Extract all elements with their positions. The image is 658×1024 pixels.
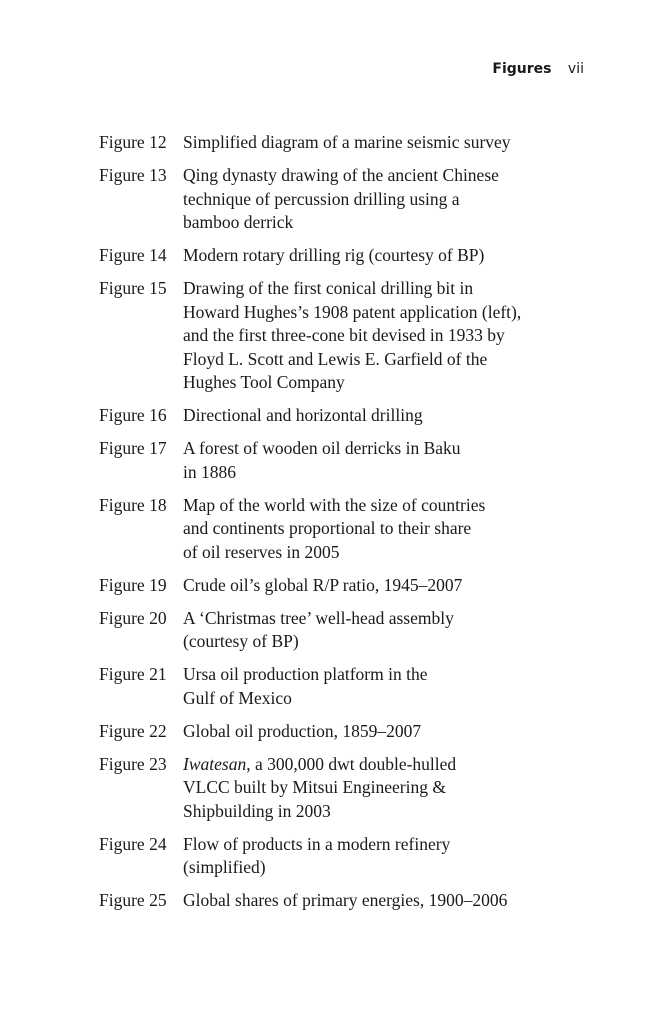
running-head-section: Figures <box>492 61 552 77</box>
figure-label: Figure 17 <box>99 438 167 458</box>
figure-caption: A forest of wooden oil derricks in Baku in 1886 <box>183 438 461 482</box>
figure-label: Figure 19 <box>99 574 167 595</box>
figure-label: Figure 14 <box>99 245 167 265</box>
figure-entry <box>99 753 569 824</box>
figure-caption <box>183 753 569 824</box>
figure-entry <box>99 889 569 913</box>
figure-label: Figure 24 <box>99 833 167 854</box>
figure-caption: Ursa oil production platform in the Gulf of Mexico <box>183 664 428 708</box>
figure-caption: Qing dynasty drawing of the ancient Chinese technique of percussion drilling using a bamboo derrick <box>183 165 499 232</box>
figure-entry <box>99 494 569 565</box>
figure-label: Figure 18 <box>99 494 167 515</box>
figure-entry <box>99 277 569 395</box>
figure-entry <box>99 437 569 484</box>
figure-caption: A ‘Christmas tree’ well-head assembly (courtesy of BP) <box>183 607 454 651</box>
figure-entry <box>99 164 569 235</box>
figure-list <box>99 131 569 922</box>
figure-entry <box>99 404 569 428</box>
figure-entry <box>99 574 569 598</box>
figure-label: Figure 12 <box>99 132 167 152</box>
figure-label: Figure 22 <box>99 720 167 741</box>
figure-caption: Simplified diagram of a marine seismic survey <box>183 132 511 152</box>
figure-caption: Directional and horizontal drilling <box>183 405 423 425</box>
ship-name-italic: Iwatesan <box>183 753 247 774</box>
page-number: vii <box>567 61 584 77</box>
figure-caption: Modern rotary drilling rig (courtesy of BP) <box>183 245 485 265</box>
figure-label: Figure 16 <box>99 405 167 425</box>
figure-label: Figure 20 <box>99 607 167 628</box>
figure-entry <box>99 833 569 880</box>
figure-entry <box>99 131 569 155</box>
figure-caption: Drawing of the first conical drilling bit in Howard Hughes’s 1908 patent application (left), and the first three-cone bit devised in 1933 by Floyd L. Scott and Lewis E. Garfield of the Hughes Tool Company <box>183 278 522 392</box>
figure-label: Figure 25 <box>99 890 167 910</box>
running-head <box>492 59 584 79</box>
figure-caption: Global shares of primary energies, 1900–2006 <box>183 890 508 910</box>
figure-caption: Global oil production, 1859–2007 <box>183 720 422 741</box>
figure-label: Figure 15 <box>99 278 167 298</box>
figure-caption: Crude oil’s global R/P ratio, 1945–2007 <box>183 574 463 595</box>
figure-caption-rest: , a 300,000 dwt double-hulled VLCC built by Mitsui Engineering & Shipbuilding in 2003 <box>183 753 457 821</box>
figure-label: Figure 21 <box>99 664 167 684</box>
figure-entry <box>99 607 569 654</box>
figure-label: Figure 23 <box>99 753 167 774</box>
figure-caption: Map of the world with the size of countries and continents proportional to their share of oil reserves in 2005 <box>183 494 486 562</box>
figure-label: Figure 13 <box>99 165 167 185</box>
figure-entry <box>99 720 569 744</box>
figure-entry <box>99 663 569 710</box>
figure-caption: Flow of products in a modern refinery (simplified) <box>183 833 451 877</box>
figure-entry <box>99 244 569 268</box>
